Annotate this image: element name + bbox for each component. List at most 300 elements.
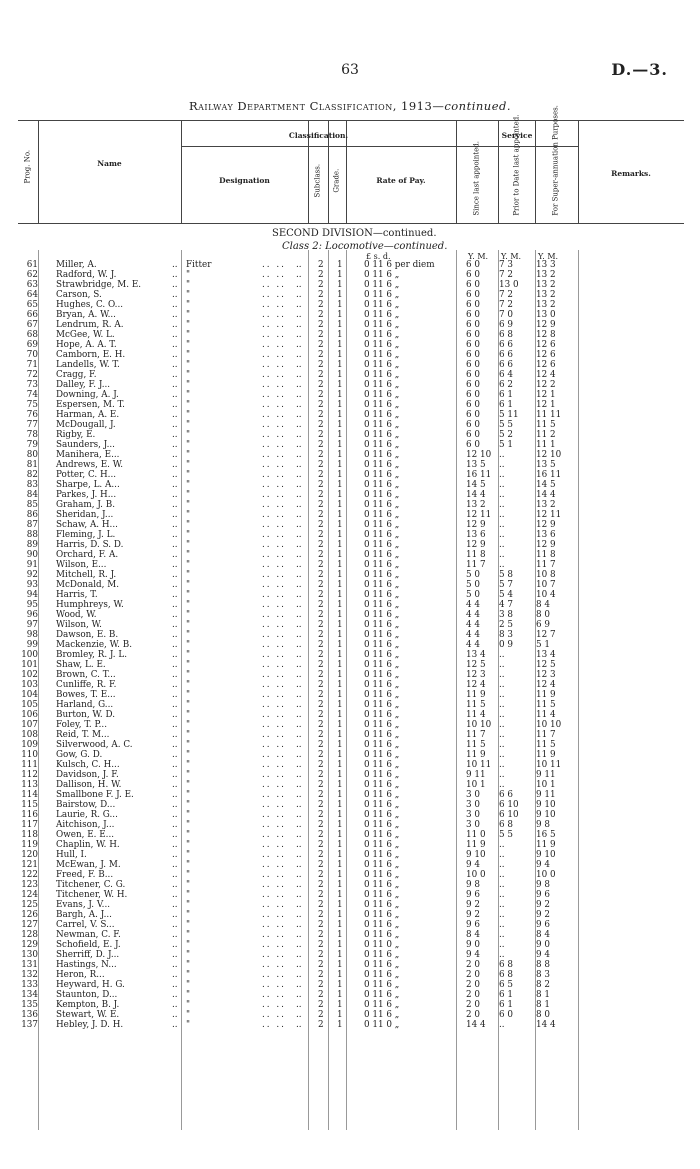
- row-subclass: 2: [318, 500, 324, 510]
- row-number: 74: [26, 390, 38, 400]
- row-leader: ..: [172, 560, 178, 570]
- row-leader: ..: [296, 720, 302, 730]
- row-since-last: 9 6: [466, 890, 480, 900]
- row-subclass: 2: [318, 600, 324, 610]
- row-rate-of-pay: 0 11 6 „: [364, 390, 400, 400]
- row-since-last: 6 0: [466, 420, 480, 430]
- row-leader: ..: [296, 660, 302, 670]
- row-leader: ..: [172, 930, 178, 940]
- row-superannuation: 13 5: [536, 460, 556, 470]
- row-leader: ..: [172, 550, 178, 560]
- row-leader: .. ..: [262, 890, 286, 900]
- row-number: 126: [21, 910, 38, 920]
- header-designation: Designation: [219, 176, 270, 185]
- row-superannuation: 13 2: [536, 300, 556, 310]
- row-designation: ": [186, 500, 191, 510]
- header-service: Service: [501, 131, 533, 140]
- row-prior: ..: [499, 900, 505, 910]
- row-designation: ": [186, 670, 191, 680]
- row-designation: ": [186, 480, 191, 490]
- row-subclass: 2: [318, 300, 324, 310]
- row-rate-of-pay: 0 11 6 „: [364, 810, 400, 820]
- row-leader: .. ..: [262, 730, 286, 740]
- row-subclass: 2: [318, 650, 324, 660]
- row-leader: ..: [172, 830, 178, 840]
- row-number: 96: [26, 610, 38, 620]
- table-row: [0, 660, 700, 670]
- row-leader: ..: [296, 270, 302, 280]
- row-subclass: 2: [318, 680, 324, 690]
- row-rate-of-pay: 0 11 0 „: [364, 1020, 400, 1030]
- row-superannuation: 9 4: [536, 950, 550, 960]
- row-grade: 1: [337, 300, 343, 310]
- row-since-last: 9 2: [466, 900, 480, 910]
- row-name: Strawbridge, M. E.: [56, 280, 142, 290]
- row-grade: 1: [337, 1010, 343, 1020]
- row-leader: ..: [172, 920, 178, 930]
- row-number: 137: [21, 1020, 38, 1030]
- row-name: Brown, C. T...: [56, 670, 116, 680]
- row-designation: ": [186, 550, 191, 560]
- row-prior: 7 3: [499, 260, 513, 270]
- row-designation: ": [186, 470, 191, 480]
- row-name: Bromley, R. J. L.: [56, 650, 128, 660]
- row-leader: .. ..: [262, 580, 286, 590]
- row-leader: ..: [296, 870, 302, 880]
- row-rate-of-pay: 0 11 6 „: [364, 990, 400, 1000]
- row-number: 134: [21, 990, 38, 1000]
- row-since-last: 10 10: [466, 720, 492, 730]
- row-number: 69: [26, 340, 38, 350]
- row-grade: 1: [337, 880, 343, 890]
- row-name: Sharpe, L. A...: [56, 480, 120, 490]
- pay-units: £ s. d.: [366, 252, 391, 261]
- row-designation: ": [186, 890, 191, 900]
- row-leader: ..: [172, 650, 178, 660]
- row-rate-of-pay: 0 11 6 „: [364, 890, 400, 900]
- row-name: Cragg, F.: [56, 370, 97, 380]
- row-rate-of-pay: 0 11 6 „: [364, 720, 400, 730]
- row-name: McEwan, J. M.: [56, 860, 121, 870]
- row-prior: 2 5: [499, 620, 513, 630]
- row-prior: ..: [499, 490, 505, 500]
- row-number: 133: [21, 980, 38, 990]
- table-row: [0, 650, 700, 660]
- row-subclass: 2: [318, 830, 324, 840]
- row-leader: .. ..: [262, 460, 286, 470]
- row-designation: ": [186, 270, 191, 280]
- row-rate-of-pay: 0 11 6 „: [364, 980, 400, 990]
- table-row: [0, 920, 700, 930]
- row-since-last: 2 0: [466, 1010, 480, 1020]
- row-since-last: 3 0: [466, 810, 480, 820]
- row-grade: 1: [337, 770, 343, 780]
- row-leader: ..: [172, 740, 178, 750]
- row-leader: ..: [296, 950, 302, 960]
- header-prog-no: Prog. No.: [23, 149, 32, 184]
- row-grade: 1: [337, 650, 343, 660]
- table-row: [0, 330, 700, 340]
- row-since-last: 4 4: [466, 610, 480, 620]
- table-row: [0, 600, 700, 610]
- row-since-last: 4 4: [466, 630, 480, 640]
- row-since-last: 9 6: [466, 920, 480, 930]
- row-name: Cunliffe, R. F.: [56, 680, 117, 690]
- table-row: [0, 470, 700, 480]
- table-row: [0, 980, 700, 990]
- row-leader: ..: [172, 660, 178, 670]
- row-leader: ..: [296, 780, 302, 790]
- row-since-last: 13 2: [466, 500, 486, 510]
- row-grade: 1: [337, 970, 343, 980]
- row-name: Hull, I.: [56, 850, 87, 860]
- row-number: 124: [21, 890, 38, 900]
- row-grade: 1: [337, 530, 343, 540]
- row-name: Orchard, F. A.: [56, 550, 119, 560]
- row-leader: ..: [172, 330, 178, 340]
- row-leader: ..: [172, 360, 178, 370]
- row-name: Staunton, D...: [56, 990, 118, 1000]
- row-rate-of-pay: 0 11 6 „: [364, 840, 400, 850]
- row-name: Saunders, J...: [56, 440, 115, 450]
- row-name: Bowes, T. E...: [56, 690, 116, 700]
- row-leader: ..: [296, 560, 302, 570]
- row-number: 76: [26, 410, 38, 420]
- row-leader: ..: [172, 700, 178, 710]
- table-row: [0, 480, 700, 490]
- table-row: [0, 780, 700, 790]
- row-prior: 6 8: [499, 330, 513, 340]
- row-prior: 5 7: [499, 580, 513, 590]
- row-number: 98: [26, 630, 38, 640]
- row-leader: .. ..: [262, 500, 286, 510]
- row-name: Harland, G...: [56, 700, 114, 710]
- row-subclass: 2: [318, 780, 324, 790]
- row-since-last: 5 0: [466, 570, 480, 580]
- table-row: [0, 990, 700, 1000]
- row-designation: ": [186, 870, 191, 880]
- row-rate-of-pay: 0 11 6 „: [364, 780, 400, 790]
- row-grade: 1: [337, 990, 343, 1000]
- row-superannuation: 13 2: [536, 500, 556, 510]
- row-prior: ..: [499, 760, 505, 770]
- row-leader: ..: [296, 730, 302, 740]
- row-designation: ": [186, 600, 191, 610]
- row-since-last: 6 0: [466, 430, 480, 440]
- row-number: 127: [21, 920, 38, 930]
- row-number: 99: [26, 640, 38, 650]
- document-id: D.—3.: [611, 60, 668, 79]
- row-superannuation: 8 2: [536, 980, 550, 990]
- row-designation: ": [186, 620, 191, 630]
- row-prior: 6 10: [499, 810, 519, 820]
- row-superannuation: 11 11: [536, 410, 562, 420]
- row-grade: 1: [337, 950, 343, 960]
- row-leader: ..: [296, 330, 302, 340]
- row-leader: ..: [172, 310, 178, 320]
- row-subclass: 2: [318, 720, 324, 730]
- table-row: [0, 820, 700, 830]
- row-leader: ..: [172, 440, 178, 450]
- row-leader: ..: [172, 940, 178, 950]
- row-subclass: 2: [318, 310, 324, 320]
- row-leader: .. ..: [262, 1020, 286, 1030]
- row-subclass: 2: [318, 580, 324, 590]
- table-row: [0, 270, 700, 280]
- row-superannuation: 14 4: [536, 1020, 556, 1030]
- row-designation: ": [186, 1010, 191, 1020]
- row-leader: ..: [172, 990, 178, 1000]
- row-leader: .. ..: [262, 760, 286, 770]
- row-rate-of-pay: 0 11 6 „: [364, 1000, 400, 1010]
- row-leader: ..: [172, 790, 178, 800]
- row-leader: .. ..: [262, 980, 286, 990]
- row-subclass: 2: [318, 860, 324, 870]
- row-designation: ": [186, 520, 191, 530]
- table-row: [0, 680, 700, 690]
- row-leader: ..: [296, 400, 302, 410]
- row-subclass: 2: [318, 360, 324, 370]
- row-subclass: 2: [318, 690, 324, 700]
- row-subclass: 2: [318, 610, 324, 620]
- row-superannuation: 9 6: [536, 890, 550, 900]
- row-prior: 6 1: [499, 390, 513, 400]
- table-row: [0, 810, 700, 820]
- row-superannuation: 9 11: [536, 790, 556, 800]
- row-leader: ..: [172, 1010, 178, 1020]
- row-designation: ": [186, 1000, 191, 1010]
- row-superannuation: 10 11: [536, 760, 562, 770]
- row-prior: ..: [499, 470, 505, 480]
- row-superannuation: 12 1: [536, 400, 556, 410]
- row-since-last: 9 0: [466, 940, 480, 950]
- row-leader: .. ..: [262, 840, 286, 850]
- row-name: Sheridan, J...: [56, 510, 114, 520]
- row-designation: ": [186, 380, 191, 390]
- row-leader: ..: [296, 900, 302, 910]
- row-name: Laurie, R. G...: [56, 810, 118, 820]
- row-superannuation: 12 9: [536, 320, 556, 330]
- row-name: Kulsch, C. H...: [56, 760, 120, 770]
- row-grade: 1: [337, 280, 343, 290]
- row-leader: .. ..: [262, 820, 286, 830]
- row-superannuation: 11 9: [536, 840, 556, 850]
- row-grade: 1: [337, 760, 343, 770]
- row-grade: 1: [337, 780, 343, 790]
- row-leader: .. ..: [262, 960, 286, 970]
- row-since-last: 13 6: [466, 530, 486, 540]
- row-leader: ..: [296, 350, 302, 360]
- row-subclass: 2: [318, 810, 324, 820]
- row-rate-of-pay: 0 11 6 „: [364, 530, 400, 540]
- row-leader: ..: [296, 940, 302, 950]
- row-rate-of-pay: 0 11 6 „: [364, 570, 400, 580]
- row-since-last: 6 0: [466, 300, 480, 310]
- row-designation: ": [186, 310, 191, 320]
- row-subclass: 2: [318, 870, 324, 880]
- row-leader: ..: [172, 640, 178, 650]
- row-leader: ..: [172, 670, 178, 680]
- row-superannuation: 12 4: [536, 680, 556, 690]
- row-superannuation: 11 8: [536, 550, 556, 560]
- row-grade: 1: [337, 700, 343, 710]
- row-subclass: 2: [318, 380, 324, 390]
- row-leader: ..: [296, 320, 302, 330]
- row-leader: .. ..: [262, 940, 286, 950]
- row-since-last: 6 0: [466, 390, 480, 400]
- row-leader: .. ..: [262, 630, 286, 640]
- row-superannuation: 12 10: [536, 450, 562, 460]
- row-subclass: 2: [318, 840, 324, 850]
- row-leader: ..: [172, 300, 178, 310]
- row-leader: ..: [296, 600, 302, 610]
- row-prior: 5 1: [499, 440, 513, 450]
- table-row: [0, 720, 700, 730]
- row-leader: .. ..: [262, 640, 286, 650]
- row-rate-of-pay: 0 11 6 „: [364, 750, 400, 760]
- header-name: Name: [97, 159, 122, 168]
- row-number: 94: [26, 590, 38, 600]
- row-prior: ..: [499, 940, 505, 950]
- row-subclass: 2: [318, 570, 324, 580]
- row-leader: .. ..: [262, 550, 286, 560]
- row-superannuation: 14 5: [536, 480, 556, 490]
- row-grade: 1: [337, 290, 343, 300]
- row-number: 128: [21, 930, 38, 940]
- row-leader: ..: [296, 740, 302, 750]
- row-leader: .. ..: [262, 850, 286, 860]
- row-designation: ": [186, 800, 191, 810]
- row-leader: ..: [172, 510, 178, 520]
- row-superannuation: 11 5: [536, 700, 556, 710]
- row-number: 113: [21, 780, 38, 790]
- row-grade: 1: [337, 790, 343, 800]
- row-leader: .. ..: [262, 620, 286, 630]
- row-name: Graham, J. B.: [56, 500, 116, 510]
- row-subclass: 2: [318, 400, 324, 410]
- row-leader: ..: [172, 280, 178, 290]
- row-since-last: 4 4: [466, 640, 480, 650]
- row-prior: ..: [499, 500, 505, 510]
- table-row: [0, 300, 700, 310]
- row-leader: .. ..: [262, 880, 286, 890]
- row-rate-of-pay: 0 11 6 „: [364, 600, 400, 610]
- header-prior-to-date: Prior to Date last appointed.: [512, 114, 521, 216]
- row-rate-of-pay: 0 11 6 „: [364, 520, 400, 530]
- row-leader: ..: [296, 380, 302, 390]
- row-leader: ..: [296, 710, 302, 720]
- row-name: Wilson, E...: [56, 560, 107, 570]
- row-number: 72: [26, 370, 38, 380]
- row-leader: ..: [296, 750, 302, 760]
- row-superannuation: 12 1: [536, 390, 556, 400]
- row-subclass: 2: [318, 460, 324, 470]
- row-name: Rigby, E.: [56, 430, 96, 440]
- row-superannuation: 11 9: [536, 750, 556, 760]
- row-subclass: 2: [318, 1000, 324, 1010]
- table-row: [0, 960, 700, 970]
- table-row: [0, 1000, 700, 1010]
- row-leader: ..: [296, 930, 302, 940]
- row-leader: .. ..: [262, 400, 286, 410]
- row-subclass: 2: [318, 630, 324, 640]
- row-rate-of-pay: 0 11 0 „: [364, 940, 400, 950]
- row-rate-of-pay: 0 11 6 „: [364, 700, 400, 710]
- row-name: Andrews, E. W.: [56, 460, 124, 470]
- row-name: Aitchison, J...: [56, 820, 115, 830]
- row-prior: ..: [499, 690, 505, 700]
- row-superannuation: 9 4: [536, 860, 550, 870]
- row-leader: ..: [296, 390, 302, 400]
- row-leader: ..: [172, 580, 178, 590]
- row-number: 81: [26, 460, 38, 470]
- row-leader: .. ..: [262, 600, 286, 610]
- units-since-last: Y. M.: [468, 252, 489, 261]
- row-name: Carson, S.: [56, 290, 102, 300]
- table-row: [0, 610, 700, 620]
- table-row: [0, 490, 700, 500]
- row-number: 64: [26, 290, 38, 300]
- row-number: 79: [26, 440, 38, 450]
- row-number: 92: [26, 570, 38, 580]
- row-designation: ": [186, 540, 191, 550]
- table-row: [0, 1020, 700, 1030]
- row-leader: ..: [296, 260, 302, 270]
- row-number: 88: [26, 530, 38, 540]
- row-prior: 6 8: [499, 970, 513, 980]
- row-name: Burton, W. D.: [56, 710, 116, 720]
- table-row: [0, 360, 700, 370]
- row-since-last: 11 0: [466, 830, 486, 840]
- row-name: Hastings, N...: [56, 960, 117, 970]
- row-prior: 4 7: [499, 600, 513, 610]
- row-subclass: 2: [318, 990, 324, 1000]
- row-rate-of-pay: 0 11 6 „: [364, 950, 400, 960]
- row-leader: .. ..: [262, 790, 286, 800]
- row-number: 80: [26, 450, 38, 460]
- row-designation: ": [186, 630, 191, 640]
- row-leader: .. ..: [262, 470, 286, 480]
- row-designation: ": [186, 610, 191, 620]
- row-number: 119: [21, 840, 38, 850]
- table-row: [0, 510, 700, 520]
- row-designation: ": [186, 940, 191, 950]
- row-since-last: 12 5: [466, 660, 486, 670]
- row-leader: ..: [172, 900, 178, 910]
- row-rate-of-pay: 0 11 6 „: [364, 730, 400, 740]
- row-designation: ": [186, 830, 191, 840]
- row-grade: 1: [337, 390, 343, 400]
- row-since-last: 13 5: [466, 460, 486, 470]
- row-leader: .. ..: [262, 750, 286, 760]
- row-leader: ..: [296, 820, 302, 830]
- row-rate-of-pay: 0 11 6 „: [364, 620, 400, 630]
- row-grade: 1: [337, 660, 343, 670]
- row-superannuation: 9 11: [536, 770, 556, 780]
- row-prior: 6 8: [499, 820, 513, 830]
- row-leader: ..: [172, 1020, 178, 1030]
- row-number: 130: [21, 950, 38, 960]
- table-row: [0, 530, 700, 540]
- row-designation: ": [186, 780, 191, 790]
- row-name: Heyward, H. G.: [56, 980, 125, 990]
- row-rate-of-pay: 0 11 6 „: [364, 270, 400, 280]
- table-row: [0, 630, 700, 640]
- row-rate-of-pay: 0 11 6 „: [364, 640, 400, 650]
- row-designation: ": [186, 930, 191, 940]
- row-rate-of-pay: 0 11 6 „: [364, 870, 400, 880]
- table-row: [0, 870, 700, 880]
